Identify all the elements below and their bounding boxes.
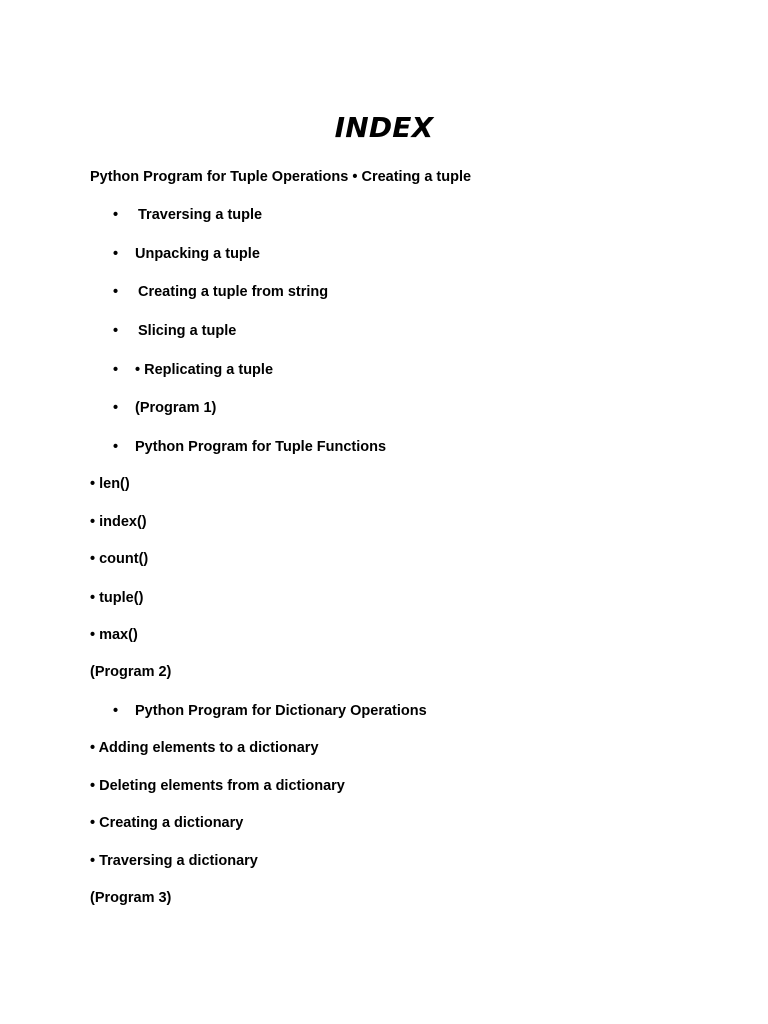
index-line-tuple-operations: Python Program for Tuple Operations • Creating a tuple bbox=[90, 169, 472, 185]
list-item-traversing-tuple: Traversing a tuple bbox=[138, 207, 263, 223]
page-title: INDEX bbox=[334, 111, 434, 144]
index-line-adding-elements: • Adding elements to a dictionary bbox=[90, 740, 319, 756]
index-line-max: • max() bbox=[90, 627, 138, 643]
list-item-tuple-functions: Python Program for Tuple Functions bbox=[135, 439, 387, 455]
list-bullet: • bbox=[113, 400, 119, 416]
list-item-slicing-tuple: Slicing a tuple bbox=[138, 323, 237, 339]
list-bullet: • bbox=[113, 703, 119, 719]
list-item-unpacking-tuple: Unpacking a tuple bbox=[135, 246, 260, 262]
list-bullet: • bbox=[113, 207, 119, 223]
index-line-len: • len() bbox=[90, 476, 130, 492]
list-item-program-1: (Program 1) bbox=[135, 400, 217, 416]
list-item-dictionary-operations: Python Program for Dictionary Operations bbox=[135, 703, 427, 719]
index-line-count: • count() bbox=[90, 551, 149, 567]
index-line-program-3: (Program 3) bbox=[90, 890, 172, 906]
index-line-program-2: (Program 2) bbox=[90, 664, 172, 680]
index-line-tuple: • tuple() bbox=[90, 590, 144, 606]
list-item-tuple-from-string: Creating a tuple from string bbox=[138, 284, 329, 300]
index-line-deleting-elements: • Deleting elements from a dictionary bbox=[90, 778, 345, 794]
index-line-traversing-dictionary: • Traversing a dictionary bbox=[90, 853, 258, 869]
list-bullet: • bbox=[113, 439, 119, 455]
list-bullet: • bbox=[113, 284, 119, 300]
index-line-creating-dictionary: • Creating a dictionary bbox=[90, 815, 244, 831]
list-bullet: • bbox=[113, 362, 119, 378]
index-line-index: • index() bbox=[90, 514, 147, 530]
list-item-replicating-tuple: • Replicating a tuple bbox=[135, 362, 274, 378]
list-bullet: • bbox=[113, 323, 119, 339]
list-bullet: • bbox=[113, 246, 119, 262]
